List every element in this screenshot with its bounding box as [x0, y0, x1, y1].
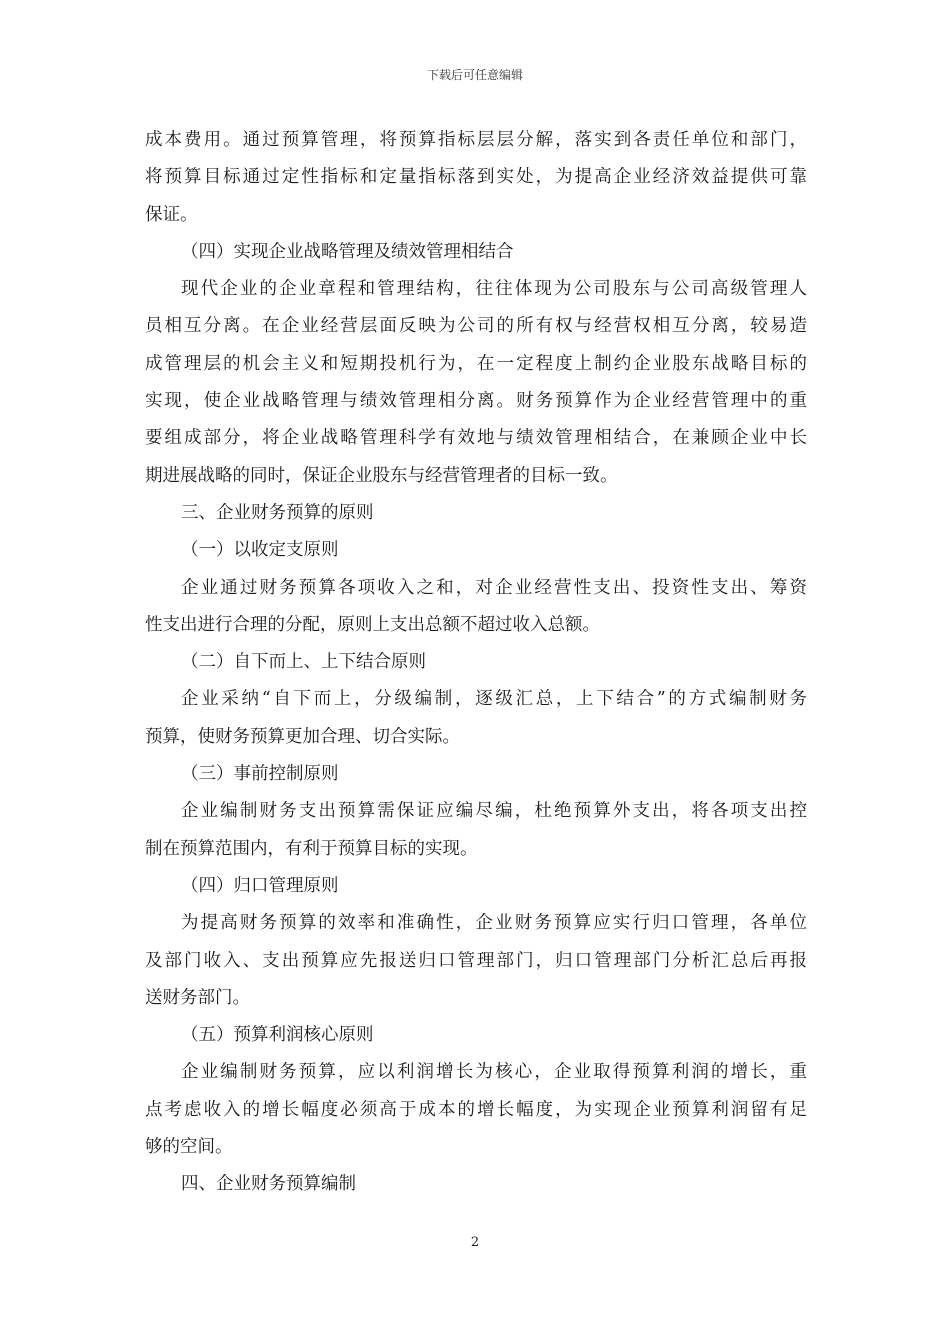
document-body: [145, 122, 807, 1204]
body-line: 送财务部门。: [145, 987, 250, 1008]
body-line: 点考虑收入的增长幅度必须高于成本的增长幅度，为实现企业预算利润留有足: [145, 1099, 807, 1120]
body-line: 及部门收入、支出预算应先报送归口管理部门，归口管理部门分析汇总后再报: [145, 950, 807, 971]
body-line: 成管理层的机会主义和短期投机行为，在一定程度上制约企业股东战略目标的: [145, 353, 807, 374]
section-heading: （五）预算利润核心原则: [181, 1025, 374, 1046]
body-line: 保证。: [145, 204, 198, 225]
section-heading: （二）自下而上、上下结合原则: [181, 652, 426, 673]
body-line: 实现，使企业战略管理与绩效管理相分离。财务预算作为企业经营管理中的重: [145, 391, 807, 412]
body-line: 期进展战略的同时，保证企业股东与经营管理者的目标一致。: [145, 465, 618, 486]
section-heading: （四）归口管理原则: [181, 875, 339, 896]
body-line: 成本费用。通过预算管理，将预算指标层层分解，落实到各责任单位和部门，: [145, 130, 807, 150]
section-heading: 三、企业财务预算的原则: [181, 502, 374, 523]
section-heading: 四、企业财务预算编制: [181, 1174, 356, 1195]
body-line: 要组成部分，将企业战略管理科学有效地与绩效管理相结合，在兼顾企业中长: [145, 428, 807, 449]
body-line: 企业采纳“自下而上，分级编制，逐级汇总，上下结合”的方式编制财务: [181, 689, 807, 710]
page-number: 2: [470, 1235, 480, 1250]
body-line: 性支出进行合理的分配，原则上支出总额不超过收入总额。: [145, 614, 600, 635]
body-line: 够的空间。: [145, 1137, 233, 1158]
body-line: 制在预算范围内，有利于预算目标的实现。: [145, 838, 478, 859]
section-heading: （四）实现企业战略管理及绩效管理相结合: [181, 241, 514, 262]
body-line: 企业编制财务预算，应以利润增长为核心，企业取得预算利润的增长，重: [181, 1062, 807, 1083]
body-line: 预算，使财务预算更加合理、切合实际。: [145, 726, 460, 747]
body-line: 将预算目标通过定性指标和定量指标落到实处，为提高企业经济效益提供可靠: [145, 167, 807, 188]
body-line: 企业编制财务支出预算需保证应编尽编，杜绝预算外支出，将各项支出控: [181, 801, 807, 822]
body-line: 企业通过财务预算各项收入之和，对企业经营性支出、投资性支出、筹资: [181, 577, 807, 598]
body-line: 现代企业的企业章程和管理结构，往往体现为公司股东与公司高级管理人: [181, 279, 807, 300]
section-heading: （一）以收定支原则: [181, 540, 339, 561]
section-heading: （三）事前控制原则: [181, 764, 339, 785]
page-header: 下载后可任意编辑: [426, 68, 523, 82]
body-line: 员相互分离。在企业经营层面反映为公司的所有权与经营权相互分离，较易造: [145, 316, 807, 337]
body-line: 为提高财务预算的效率和准确性，企业财务预算应实行归口管理，各单位: [181, 913, 807, 934]
